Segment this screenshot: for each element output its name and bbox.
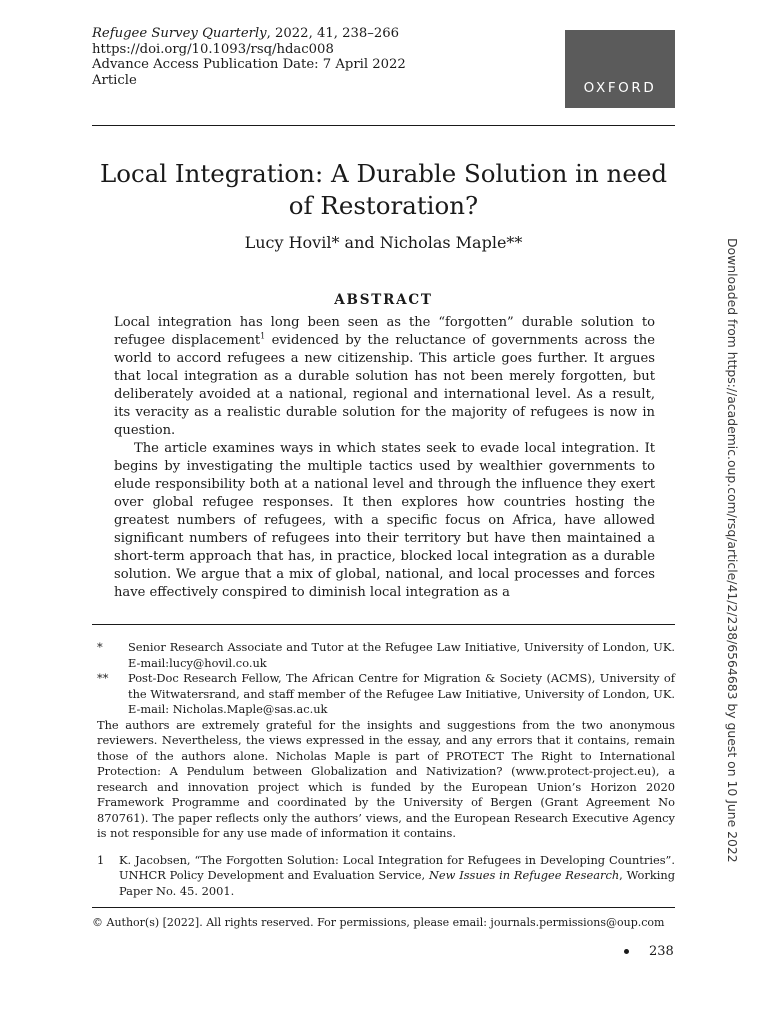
footnote-ref-1[interactable]: 1 — [260, 331, 266, 341]
author-note-1 — [97, 640, 675, 671]
abstract-paragraph-2: The article examines ways in which states seek to evade local integration. It begins by investigating the multiple tactics used by wealthier governments to elude responsibility both at a national level and through the influence they exert over global refugee responses. It then explores how countries hosting the greatest numbers of refugees, with a specific focus on Africa, have allowed significant numbers of refugees into their territory but have then maintained a short-term approach that has, in practice, blocked local integration as a durable solution. We argue that a mix of global, national, and local processes and forces have effectively conspired to diminish local integration as a — [114, 441, 655, 600]
publication-date: Advance Access Publication Date: 7 April 2022 — [92, 57, 406, 72]
bullet-icon — [624, 949, 629, 954]
footnote-mark: ** — [97, 671, 109, 685]
download-watermark: Downloaded from https://academic.oup.com/rsq/article/41/2/238/6564683 by guest on 10 June 2022 — [725, 238, 740, 863]
footnote-text: Post-Doc Research Fellow, The African Centre for Migration & Society (ACMS), University of the Witwatersrand, and staff member of the Refugee Law Initiative, University of London, UK. E-mail: Nicholas.Maple@sas.ac.uk — [128, 671, 675, 716]
footnote-text-part: , Working Paper No. 45. 2001. — [119, 868, 675, 898]
footer-divider — [92, 907, 675, 908]
page-number — [624, 944, 674, 959]
copyright-notice: © Author(s) [2022]. All rights reserved. For permissions, please email: journals.permissions@oup.com — [92, 916, 665, 929]
footnote-mark: 1 — [97, 852, 105, 867]
footnote-mark: * — [97, 640, 103, 654]
abstract-paragraph-1 — [114, 314, 655, 440]
author-note-2 — [97, 671, 675, 718]
header-divider — [92, 125, 675, 126]
footnote-text — [119, 853, 675, 900]
abstract-heading: ABSTRACT — [334, 292, 433, 308]
abstract-text: evidenced by the reluctance of governments across the world to accord refugees a new citizenship. This article goes further. It argues that local integration as a durable solution has not been merely forgotten, but deliberately avoided at a national, regional and international level. As a result, its veracity as a realistic durable solution for the majority of refugees is now in question. — [114, 333, 655, 438]
footnote-text: Senior Research Associate and Tutor at the Refugee Law Initiative, University of London, UK. E-mail:lucy@hovil.co.uk — [128, 640, 675, 670]
oxford-logo: OXFORD — [565, 30, 675, 108]
journal-name: Refugee Survey Quarterly — [92, 26, 267, 41]
footnote-divider — [92, 624, 675, 625]
article-authors: Lucy Hovil* and Nicholas Maple** — [244, 233, 523, 252]
footnotes — [97, 640, 675, 899]
journal-citation-line — [92, 26, 406, 42]
footnote-1 — [97, 853, 675, 900]
article-type: Article — [92, 72, 137, 88]
article-title: Local Integration: A Durable Solution in need of Restoration? — [99, 159, 668, 220]
footnote-text-part: K. Jacobsen, “The Forgotten Solution: Local Integration for Refugees in Developing Countries”. UNHCR Policy Development and Evaluation Service, — [119, 852, 675, 882]
journal-volume-pages: , 2022, 41, 238–266 — [266, 26, 400, 41]
article-metadata — [92, 26, 406, 88]
page-number-value: 238 — [649, 944, 674, 959]
abstract-body — [114, 314, 655, 602]
doi-link[interactable]: https://doi.org/10.1093/rsq/hdac008 — [92, 41, 334, 57]
footnote-series-title: New Issues in Refugee Research — [428, 868, 620, 882]
acknowledgement: The authors are extremely grateful for the insights and suggestions from the two anonymous reviewers. Nevertheless, the views expressed in the essay, and any errors that it contains, remain those of the authors alone. Nicholas Maple is part of PROTECT The Right to International Protection: A Pendulum between Globalization and Nativization? (www.protect-project.eu), a research and innovation project which is funded by the European Union’s Horizon 2020 Framework Programme and coordinated by the University of Bergen (Grant Agreement No 870761). The paper reflects only the authors’ views, and the European Research Executive Agency is not responsible for any use made of information it contains. — [97, 717, 675, 840]
abstract-text: Local integration has long been seen as the “forgotten” durable solution to refugee displacement — [114, 315, 655, 348]
